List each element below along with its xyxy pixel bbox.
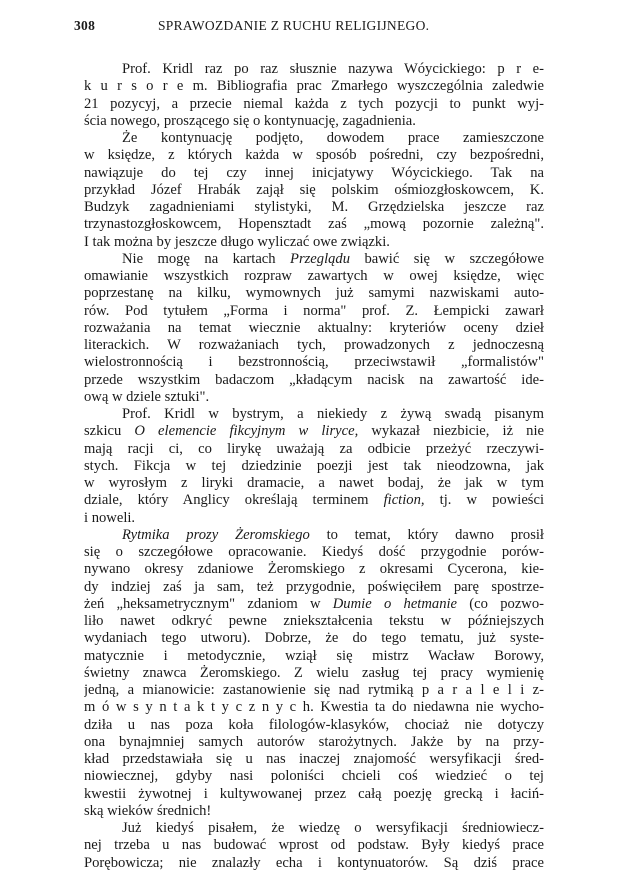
- text-line: w wyrosłym z liryki dramacie, a nawet bodaj, że jak w tym: [84, 475, 544, 491]
- text-line: Już kiedyś pisałem, że wiedzę o wersyfikacji średniowiecz-: [122, 820, 544, 836]
- text-line: wielostronnością i bezstronnością, przeciwstawił „formalistów": [84, 354, 544, 371]
- text-line: Że kontynuację podjęto, dowodem prace zamieszczone: [122, 130, 544, 146]
- text-line: przede wszystkim badaczom „kładącym nacisk na zawartość ide-: [84, 371, 544, 388]
- text-run: bawić się w szczegółowe: [350, 250, 544, 267]
- text-line: omawianie wszystkich rozpraw zawartych w owej księdze, więc: [84, 268, 544, 284]
- text-line: dy indziej zaś ja sam, też przygodnie, poświęciłem parę spostrze-: [84, 578, 544, 595]
- text-line: się o szczegółowe opracowanie. Kiedyś dość przygodnie porów-: [84, 544, 544, 560]
- text-line: wydaniach tego utworu). Dobrze, że do tego tematu, już syste-: [84, 630, 544, 647]
- text-line: matycznie i metodycznie, wziął się mistrz Wacław Borowy,: [84, 647, 544, 664]
- term-italic: fiction,: [383, 492, 425, 509]
- text-line: nawiązuje do tej czy innej inicjatywy Wóycickiego. Tak na: [84, 164, 544, 181]
- text-line: dziła u nas poza koła filologów-klasyków, chociaż nie dotyczy: [84, 716, 544, 733]
- running-title: SPRAWOZDANIE Z RUCHU RELIGIJNEGO.: [158, 18, 430, 33]
- text-line: I tak można by jeszcze długo wyliczać owe związki.: [84, 233, 390, 250]
- text-line: przykład Józef Hrabák zajął się polskim ośmiozgłoskowcem, K.: [84, 181, 544, 198]
- text-line: rozważania na temat wiecznie aktualny: kryteriów oceny dzieł: [84, 319, 544, 336]
- body-text: [84, 61, 544, 872]
- text-line: [84, 251, 544, 268]
- text-line: ową w dziele sztuki".: [84, 388, 210, 405]
- text-line: [84, 527, 544, 544]
- text-line: mają racji ci, co lirykę uważają za odbicie przeżyć rzeczywi-: [84, 440, 544, 457]
- text-line: k u r s o r e m. Bibliografia prac Zmarłego wyszczególnia zaledwie: [84, 78, 544, 95]
- text-run: to temat, który dawno prosił: [309, 526, 544, 543]
- text-line: poprzestanę na kilku, wymownych już samymi nazwiskami auto-: [84, 285, 544, 302]
- text-line: [84, 423, 544, 440]
- text-line: jedną, a mianowicie: zastanowienie się nad rytmiką p a r a l e l i z-: [84, 682, 544, 698]
- text-line: liło nawet odkryć pewne zniekształcenia tekstu w późniejszych: [84, 613, 544, 629]
- text-line: kład przedstawiała się u nas inaczej znajomość wersyfikacji śred-: [84, 751, 544, 767]
- journal-title: Przeglądu: [290, 250, 351, 267]
- text-run: wykazał niezbicie, iż nie: [358, 423, 544, 440]
- text-line: nej trzeba u nas budować wprost od podstaw. Były kiedyś prace: [84, 837, 544, 854]
- text-line: w księdze, z których każda w sposób pośredni, czy bezpośredni,: [84, 147, 544, 164]
- text-run: tj. w powieści: [424, 492, 544, 509]
- text-line: Prof. Kridl raz po raz słusznie nazywa Wóycickiego: p r e-: [122, 61, 544, 77]
- text-line: Porębowicza; nie znalazły echa i kontynuatorów. Są dziś prace: [84, 854, 544, 871]
- text-run: Nie mogę na kartach: [122, 250, 291, 267]
- page-number: 308: [74, 18, 96, 33]
- text-line: nywano okresy zdaniowe Żeromskiego z okresami Cycerona, kie-: [84, 561, 544, 578]
- text-line: 21 pozycyj, a przecie niemal każda z tych pozycji to punkt wyj-: [84, 95, 544, 112]
- text-line: stych. Fikcja w tej dziedzinie poezji jest tak nieodzowna, jak: [84, 457, 544, 474]
- text-line: niowiecznej, gdyby nasi poloniści chcieli coś wiedzieć o tej: [84, 768, 544, 785]
- essay-title: O elemencie fikcyjnym w liryce,: [134, 423, 359, 440]
- text-run: szkicu: [84, 423, 135, 440]
- text-line: Prof. Kridl w bystrym, a niekiedy z żywą swadą pisanym: [122, 406, 544, 422]
- essay-title: Rytmika prozy Żeromskiego: [122, 526, 310, 543]
- text-line: rów. Pod tytułem „Forma i norma" prof. Z. Łempicki zawarł: [84, 302, 544, 319]
- work-title: Dumie o hetmanie: [332, 595, 458, 612]
- text-line: ską wieków średnich!: [84, 802, 212, 819]
- text-line: [84, 596, 544, 613]
- text-line: ona bynajmniej samych autorów starożytnych. Jakże by na przy-: [84, 733, 544, 750]
- text-line: [84, 492, 544, 509]
- text-line: trzynastozgłoskowcem, Hopensztadt zaś „mową pozornie zależną".: [84, 216, 544, 233]
- text-line: świetny znawca Żeromskiego. Z wielu zasług tej pracy wymienię: [84, 664, 544, 681]
- text-line: kwestii żywotnej i kultywowanej przez całą poezję grecką i łaciń-: [84, 785, 544, 802]
- running-head: [74, 18, 564, 40]
- text-line: Budzyk zagadnieniami stylistyki, M. Grzędzielska jeszcze raz: [84, 199, 544, 215]
- text-line: literackich. W rozważaniach tych, prowadzonych z jednoczesną: [84, 337, 544, 353]
- text-run: (co pozwo-: [457, 595, 544, 612]
- text-line: ścia nowego, proszącego się o kontynuację, zagadnienia.: [84, 112, 416, 129]
- text-run: żeń „heksametrycznym" zdaniom w: [84, 595, 333, 612]
- text-line: i noweli.: [84, 509, 136, 526]
- text-line: m ó w s y n t a k t y c z n y c h. Kwestia ta do niedawna nie wycho-: [84, 699, 544, 716]
- text-run: dziale, który Anglicy określają terminem: [84, 492, 384, 509]
